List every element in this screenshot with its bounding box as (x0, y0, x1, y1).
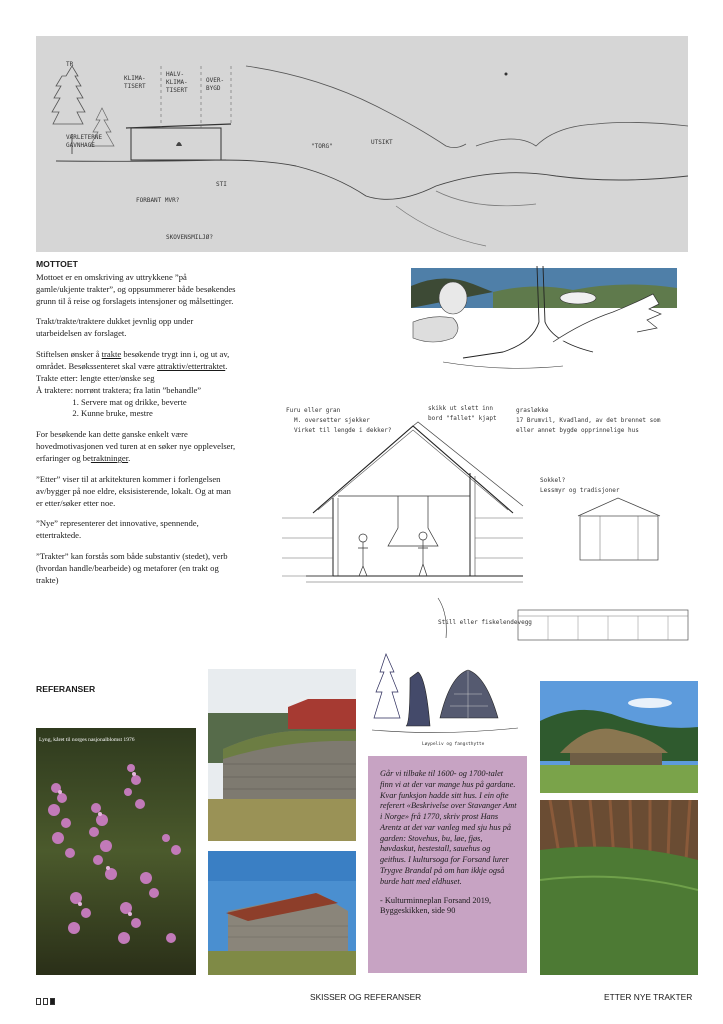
footer-section-title: SKISSER OG REFERANSER (310, 992, 422, 1002)
mottoet-paragraph-2: Trakt/trakte/traktere dukket jevnlig opp under utarbeidelsen av forslaget. (36, 316, 194, 339)
heather-photo (36, 728, 196, 975)
note-4: skikk ut slett inn (428, 405, 494, 412)
sketch-label-varefterne: VÆRLETERNE (66, 134, 103, 141)
sketch-label-skovenshet: SKOVENSMILJØ? (166, 234, 213, 241)
sketch-label-tisert2: TISERT (166, 87, 188, 94)
building-section-sketch (278, 398, 698, 656)
mottoet-paragraph-6: For besøkende kan dette ganske enkelt være hovedmotivasjonen ved turen at en søker nye opplevelser, erfaringer og betraktninger. (36, 429, 236, 464)
sketch-label-sti: STI (216, 181, 227, 188)
haystack-caption: Løypeliv og fangsthytte (422, 742, 485, 747)
page-box (36, 998, 41, 1005)
wooden-fence-photo (540, 800, 698, 975)
note-6: grasløkke (516, 407, 549, 414)
sketch-label-torg: "TORG" (311, 143, 333, 150)
stone-house-photo (208, 669, 356, 841)
mottoet-paragraph-4: Trakte etter: lengte etter/ønske seg (36, 372, 155, 383)
mottoet-paragraph-9: ”Trakter” kan forstås som både substantiv (stedet), verb (hvordan handle/bearbeide) og metaforer (en trakt og trakte) (36, 551, 228, 585)
note-7: 17 Brumvil, Kvadland, av det brennet som (516, 417, 661, 424)
page-box-current (50, 998, 55, 1005)
page-box (43, 998, 48, 1005)
sketch-label-klima: KLIMA- (124, 75, 146, 82)
haystack-sketch (370, 648, 520, 751)
references-heading: REFERANSER (36, 684, 96, 694)
note-8: eller annet bygde opprinnelige hus (516, 427, 639, 434)
sketch-label-tisert: TISERT (124, 83, 146, 90)
mottoet-paragraph-5: Å traktere: norrønt traktera; fra latin ”behandle” (36, 384, 202, 395)
quote-text: Går vi tilbake til 1600- og 1700-talet finn vi at der var mange hus på gardane. Kvar funksjon hadde sitt hus. I ein ofte referert «Beskrivelse over Stavanger Amt i Norge» frå 1770, skriv prost Hans Arentz at det var vanleg med sju hus på garden: Stovehus, bu, løe, fjøs, høvdaskut, hestestall, sauehus og geithus. I kultursoga for Forsand lurer Trygve Brandal på om han ikkje også burde hatt med eldhuset. (380, 769, 517, 886)
mottoet-paragraph-1: Mottoet er en omskriving av uttrykkene ”på gamle/ukjente trakter”, og oppsummerer både besøkendes grunn til å reise og forslagets intensjoner og målsettinger. (36, 271, 236, 306)
sketch-label-halv: HALV- (166, 71, 185, 78)
note-1: Furu eller gran (286, 407, 341, 414)
note-2: M. oversetter sjekker (294, 417, 370, 424)
note-3: Virket til lengde i dekker? (294, 427, 392, 434)
sketch-label-utsikt: UTSIKT (371, 139, 393, 146)
mottoet-paragraph-3: Stiftelsen ønsker å trakte besøkende trygt inn i, og ut av, området. Besøkssenteret skal være attraktiv/ettertraktet. (36, 349, 230, 372)
note-10: Lessmyr og tradisjoner (540, 487, 620, 494)
note-11: Still eller fiskelendevegg (438, 619, 532, 626)
list-item: 1. Servere mat og drikke, beverte (81, 397, 236, 409)
sketch-label-bygd: BYGD (206, 85, 221, 92)
mottoet-list (36, 397, 236, 421)
landscape-collage-sketch (403, 262, 695, 380)
page-indicator (36, 992, 57, 1010)
mottoet-heading: MOTTOET (36, 259, 78, 269)
sketch-label-tr: TR (66, 61, 74, 68)
site-section-sketch (36, 36, 688, 252)
sketch-label-gavnhage: GAVNHAGE (66, 142, 95, 149)
sketch-label-klima2: KLIMA- (166, 79, 188, 86)
footer-project-title: ETTER NYE TRAKTER (604, 992, 693, 1002)
sketch-label-forbant: FORBANT MVR? (136, 197, 180, 204)
note-9: Sokkel? (540, 477, 566, 484)
note-5: bord "fallet" kjapt (428, 415, 497, 422)
mottoet-section (36, 259, 236, 596)
sketch-label-over: OVER- (206, 77, 225, 84)
thatched-house-photo (540, 681, 698, 793)
mottoet-paragraph-8: ”Nye” representerer det innovative, spennende, ettertraktede. (36, 518, 199, 541)
heather-caption: Lyng, kåret til norges nasjonalblomst 1976 (39, 737, 135, 743)
quote-source: - Kulturminneplan Forsand 2019, Byggeskikken, side 90 (380, 895, 492, 916)
list-item: 2. Kunne bruke, mestre (81, 408, 236, 420)
stone-barn-photo (208, 851, 356, 975)
quote-box (368, 756, 527, 973)
mottoet-paragraph-7: ”Etter” viser til at arkitekturen kommer i forlengelsen av/bygger på noe eldre, eksisisterende, lokalt. Og at man er etter/søker etter noe. (36, 473, 231, 508)
